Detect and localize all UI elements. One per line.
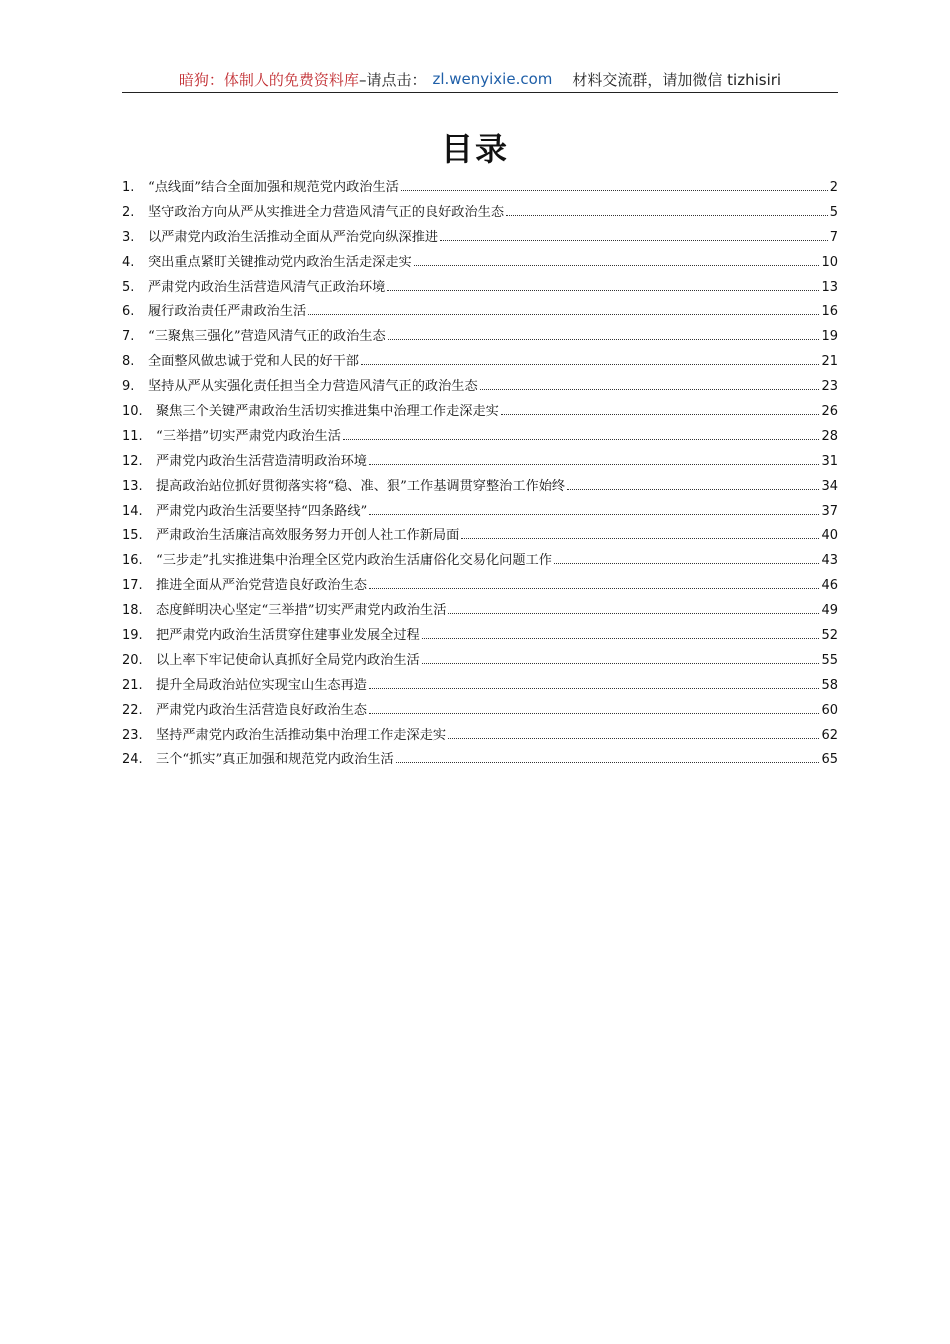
toc-entry-page-number: 16 <box>821 304 838 320</box>
toc-dot-leader <box>480 389 820 390</box>
page-title: 目录 <box>440 130 509 168</box>
toc-entry[interactable] <box>122 748 838 773</box>
toc-entry-number: 18. <box>122 603 143 619</box>
toc-dot-leader <box>567 489 819 490</box>
toc-entry-page-number: 60 <box>821 702 838 718</box>
toc-entry[interactable] <box>122 325 838 350</box>
table-of-contents <box>122 176 838 773</box>
toc-entry-number: 24. <box>122 752 143 768</box>
toc-entry[interactable] <box>122 251 838 276</box>
toc-entry-title[interactable]: 推进全面从严治党营造良好政治生态 <box>156 578 367 594</box>
toc-entry[interactable] <box>122 524 838 549</box>
toc-dot-leader <box>369 514 819 515</box>
toc-entry[interactable] <box>122 624 838 649</box>
toc-entry[interactable] <box>122 475 838 500</box>
toc-entry-number: 20. <box>122 652 143 668</box>
toc-entry-page-number: 2 <box>829 180 838 195</box>
toc-dot-leader <box>448 738 819 739</box>
toc-entry[interactable] <box>122 226 838 251</box>
toc-dot-leader <box>506 215 828 216</box>
toc-entry-title[interactable]: 坚持严肃党内政治生活推动集中治理工作走深走实 <box>156 727 447 743</box>
toc-entry-number: 7. <box>122 329 135 345</box>
toc-entry-title[interactable]: 履行政治责任严肃政治生活 <box>148 304 307 320</box>
toc-entry-title[interactable]: 提升全局政治站位实现宝山生态再造 <box>156 677 367 693</box>
toc-entry[interactable] <box>122 699 838 724</box>
toc-entry-page-number: 10 <box>821 254 838 270</box>
toc-entry-page-number: 23 <box>821 379 838 395</box>
toc-entry-page-number: 37 <box>821 503 838 519</box>
toc-entry-title[interactable]: “点线面”结合全面加强和规范党内政治生活 <box>148 180 399 195</box>
toc-entry-title[interactable]: 以上率下牢记使命认真抓好全局党内政治生活 <box>156 652 420 668</box>
toc-entry-title[interactable]: 提高政治站位抓好贯彻落实将“稳、准、狠”工作基调贯穿整治工作始终 <box>156 478 566 494</box>
toc-dot-leader <box>343 439 820 440</box>
toc-entry[interactable] <box>122 400 838 425</box>
toc-entry-title[interactable]: 以严肃党内政治生活推动全面从严治党向纵深推进 <box>148 229 439 245</box>
toc-entry-title[interactable]: 突出重点紧盯关键推动党内政治生活走深走实 <box>148 254 412 270</box>
toc-entry-title[interactable]: “三举措”切实严肃党内政治生活 <box>156 428 341 444</box>
toc-entry[interactable] <box>122 674 838 699</box>
toc-entry-number: 1. <box>122 180 135 195</box>
toc-entry-number: 17. <box>122 578 143 594</box>
toc-entry-title[interactable]: 严肃党内政治生活营造清明政治环境 <box>156 453 367 469</box>
toc-dot-leader <box>388 339 820 340</box>
toc-entry-page-number: 19 <box>821 329 838 345</box>
toc-entry[interactable] <box>122 724 838 749</box>
toc-entry-number: 14. <box>122 503 143 519</box>
toc-entry-number: 2. <box>122 204 135 220</box>
toc-entry-number: 19. <box>122 628 143 644</box>
toc-dot-leader <box>448 613 819 614</box>
toc-entry-page-number: 52 <box>821 628 838 644</box>
toc-dot-leader <box>369 713 819 714</box>
header-click-prompt: –请点击： <box>358 70 427 89</box>
toc-entry-title[interactable]: “三聚焦三强化”营造风清气正的政治生态 <box>148 329 386 345</box>
toc-dot-leader <box>414 265 820 266</box>
toc-entry-page-number: 58 <box>821 677 838 693</box>
toc-entry-number: 8. <box>122 354 135 370</box>
toc-entry[interactable] <box>122 549 838 574</box>
toc-entry[interactable] <box>122 649 838 674</box>
toc-dot-leader <box>401 190 828 191</box>
toc-entry-title[interactable]: 严肃党内政治生活营造良好政治生态 <box>156 702 367 718</box>
toc-entry-title[interactable]: 严肃政治生活廉洁高效服务努力开创人社工作新局面 <box>156 528 460 544</box>
toc-entry-page-number: 31 <box>821 453 838 469</box>
toc-entry-number: 4. <box>122 254 135 270</box>
toc-entry[interactable] <box>122 300 838 325</box>
toc-entry[interactable] <box>122 450 838 475</box>
toc-entry[interactable] <box>122 425 838 450</box>
toc-entry-page-number: 46 <box>821 578 838 594</box>
toc-entry-number: 12. <box>122 453 143 469</box>
toc-entry-page-number: 13 <box>821 279 838 295</box>
toc-dot-leader <box>369 588 819 589</box>
toc-entry-title[interactable]: 全面整风做忠诚于党和人民的好干部 <box>148 354 359 370</box>
toc-entry-title[interactable]: 三个“抓实”真正加强和规范党内政治生活 <box>156 752 394 768</box>
toc-dot-leader <box>387 290 819 291</box>
toc-entry-number: 9. <box>122 379 135 395</box>
toc-entry-page-number: 65 <box>821 752 838 768</box>
toc-dot-leader <box>369 464 819 465</box>
toc-entry-number: 10. <box>122 404 143 420</box>
toc-dot-leader <box>422 663 820 664</box>
toc-entry-page-number: 43 <box>821 553 838 569</box>
toc-dot-leader <box>422 638 820 639</box>
toc-entry-number: 22. <box>122 702 143 718</box>
toc-entry[interactable] <box>122 574 838 599</box>
toc-entry-number: 13. <box>122 478 143 494</box>
toc-entry[interactable] <box>122 500 838 525</box>
toc-entry-page-number: 21 <box>821 354 838 370</box>
toc-dot-leader <box>308 314 819 315</box>
toc-entry-title[interactable]: 严肃党内政治生活要坚持“四条路线” <box>156 503 368 519</box>
toc-entry[interactable] <box>122 375 838 400</box>
toc-entry[interactable] <box>122 276 838 301</box>
toc-dot-leader <box>554 563 820 564</box>
toc-entry-number: 5. <box>122 279 135 295</box>
toc-entry-page-number: 49 <box>821 603 838 619</box>
toc-entry-title[interactable]: 严肃党内政治生活营造风清气正政治环境 <box>148 279 386 295</box>
toc-entry-number: 21. <box>122 677 143 693</box>
toc-dot-leader <box>361 364 819 365</box>
toc-entry-title[interactable]: 态度鲜明决心坚定“三举措”切实严肃党内政治生活 <box>156 603 447 619</box>
toc-entry[interactable] <box>122 201 838 226</box>
toc-entry-number: 6. <box>122 304 135 320</box>
toc-entry-title[interactable]: 把严肃党内政治生活贯穿住建事业发展全过程 <box>156 628 420 644</box>
toc-entry-number: 15. <box>122 528 143 544</box>
toc-entry-page-number: 28 <box>821 428 838 444</box>
header-wechat-note: 材料交流群，请加微信 tizhisiri <box>572 70 782 89</box>
toc-entry-number: 23. <box>122 727 143 743</box>
toc-dot-leader <box>369 688 819 689</box>
toc-entry-title[interactable]: 坚守政治方向从严从实推进全力营造风清气正的良好政治生态 <box>148 204 505 220</box>
toc-dot-leader <box>396 762 820 763</box>
toc-dot-leader <box>461 538 819 539</box>
toc-dot-leader <box>501 414 820 415</box>
toc-dot-leader <box>440 240 828 241</box>
toc-entry-page-number: 34 <box>821 478 838 494</box>
toc-entry-page-number: 7 <box>829 229 838 245</box>
toc-entry-title[interactable]: 聚焦三个关键严肃政治生活切实推进集中治理工作走深走实 <box>156 404 499 420</box>
toc-entry-page-number: 62 <box>821 727 838 743</box>
header-site-name: 暗狗：体制人的免费资料库 <box>178 70 359 89</box>
toc-entry-title[interactable]: “三步走”扎实推进集中治理全区党内政治生活庸俗化交易化问题工作 <box>156 553 552 569</box>
toc-entry-title[interactable]: 坚持从严从实强化责任担当全力营造风清气正的政治生态 <box>148 379 478 395</box>
toc-entry-page-number: 40 <box>821 528 838 544</box>
toc-entry[interactable] <box>122 176 838 201</box>
toc-entry-number: 16. <box>122 553 143 569</box>
page-header <box>122 66 838 93</box>
toc-entry-page-number: 26 <box>821 404 838 420</box>
toc-entry[interactable] <box>122 599 838 624</box>
toc-entry-page-number: 5 <box>829 204 838 220</box>
toc-entry-number: 11. <box>122 428 143 444</box>
header-url-link[interactable]: zl.wenyixie.com <box>432 70 553 88</box>
toc-entry[interactable] <box>122 350 838 375</box>
toc-entry-page-number: 55 <box>821 652 838 668</box>
toc-entry-number: 3. <box>122 229 135 245</box>
